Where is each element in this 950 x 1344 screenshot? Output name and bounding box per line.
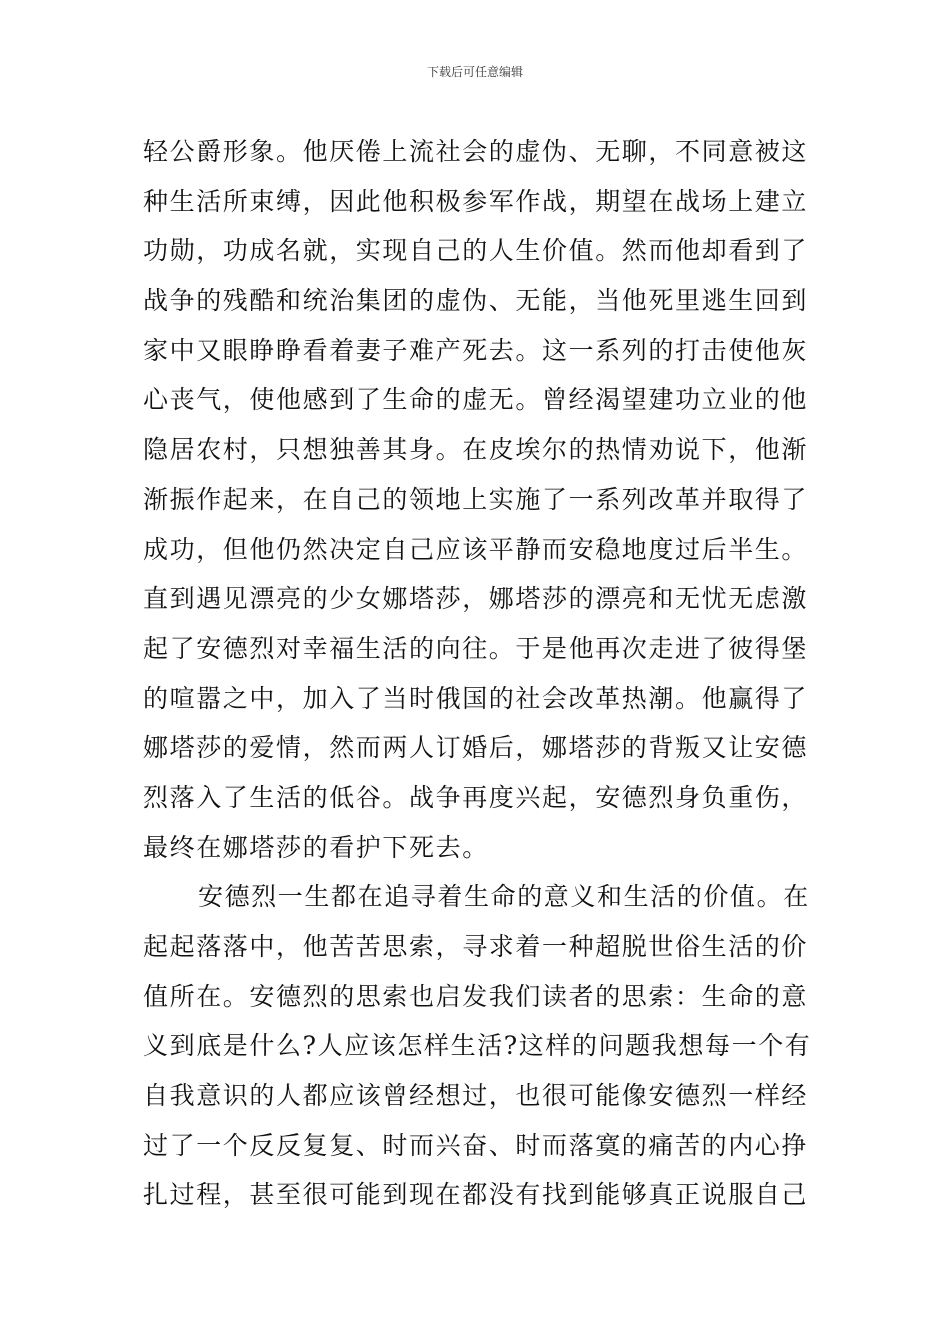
- text-line: 起起落落中，他苦苦思索，寻求着一种超脱世俗生活的价: [143, 932, 809, 961]
- text-line: 直到遇见漂亮的少女娜塔莎，娜塔莎的漂亮和无忧无虑激: [143, 584, 809, 614]
- text-line: 值所在。安德烈的思索也启发我们读者的思索：生命的意: [143, 981, 809, 1011]
- text-line: 起了安德烈对幸福生活的向往。于是他再次走进了彼得堡: [143, 633, 809, 663]
- text-line: 渐振作起来，在自己的领地上实施了一系列改革并取得了: [143, 484, 809, 514]
- text-line: 战争的残酷和统治集团的虚伪、无能，当他死里逃生回到: [143, 286, 809, 316]
- text-line: 功勋，功成名就，实现自己的人生价值。然而他却看到了: [143, 236, 809, 266]
- text-line: 烈落入了生活的低谷。战争再度兴起，安德烈身负重伤，: [143, 782, 809, 812]
- text-line: 扎过程，甚至很可能到现在都没有找到能够真正说服自己: [143, 1180, 809, 1210]
- text-line: 最终在娜塔莎的看护下死去。: [143, 832, 489, 862]
- text-line: 轻公爵形象。他厌倦上流社会的虚伪、无聊，不同意被这: [143, 137, 809, 166]
- text-line: 娜塔莎的爱情，然而两人订婚后，娜塔莎的背叛又让安德: [143, 733, 809, 763]
- text-line: 种生活所束缚，因此他积极参军作战，期望在战场上建立: [143, 186, 809, 216]
- text-line: 隐居农村，只想独善其身。在皮埃尔的热情劝说下，他渐: [143, 435, 809, 465]
- text-line: 心丧气，使他感到了生命的虚无。曾经渴望建功立业的他: [143, 385, 809, 415]
- text-line: 成功，但他仍然决定自己应该平静而安稳地度过后半生。: [143, 534, 809, 564]
- page-header: 下载后可任意编辑: [426, 65, 523, 79]
- text-line: 的喧嚣之中，加入了当时俄国的社会改革热潮。他赢得了: [143, 683, 809, 713]
- text-line: 自我意识的人都应该曾经想过，也很可能像安德烈一样经: [143, 1081, 809, 1111]
- body-text: [143, 127, 813, 1220]
- text-line: 义到底是什么?人应该怎样生活?这样的问题我想每一个有: [143, 1031, 812, 1061]
- text-line: 过了一个反反复复、时而兴奋、时而落寞的痛苦的内心挣: [143, 1130, 809, 1160]
- paragraph-start-line: 安德烈一生都在追寻着生命的意义和生活的价值。在: [198, 882, 810, 912]
- text-line: 家中又眼睁睁看着妻子难产死去。这一系列的打击使他灰: [143, 335, 809, 365]
